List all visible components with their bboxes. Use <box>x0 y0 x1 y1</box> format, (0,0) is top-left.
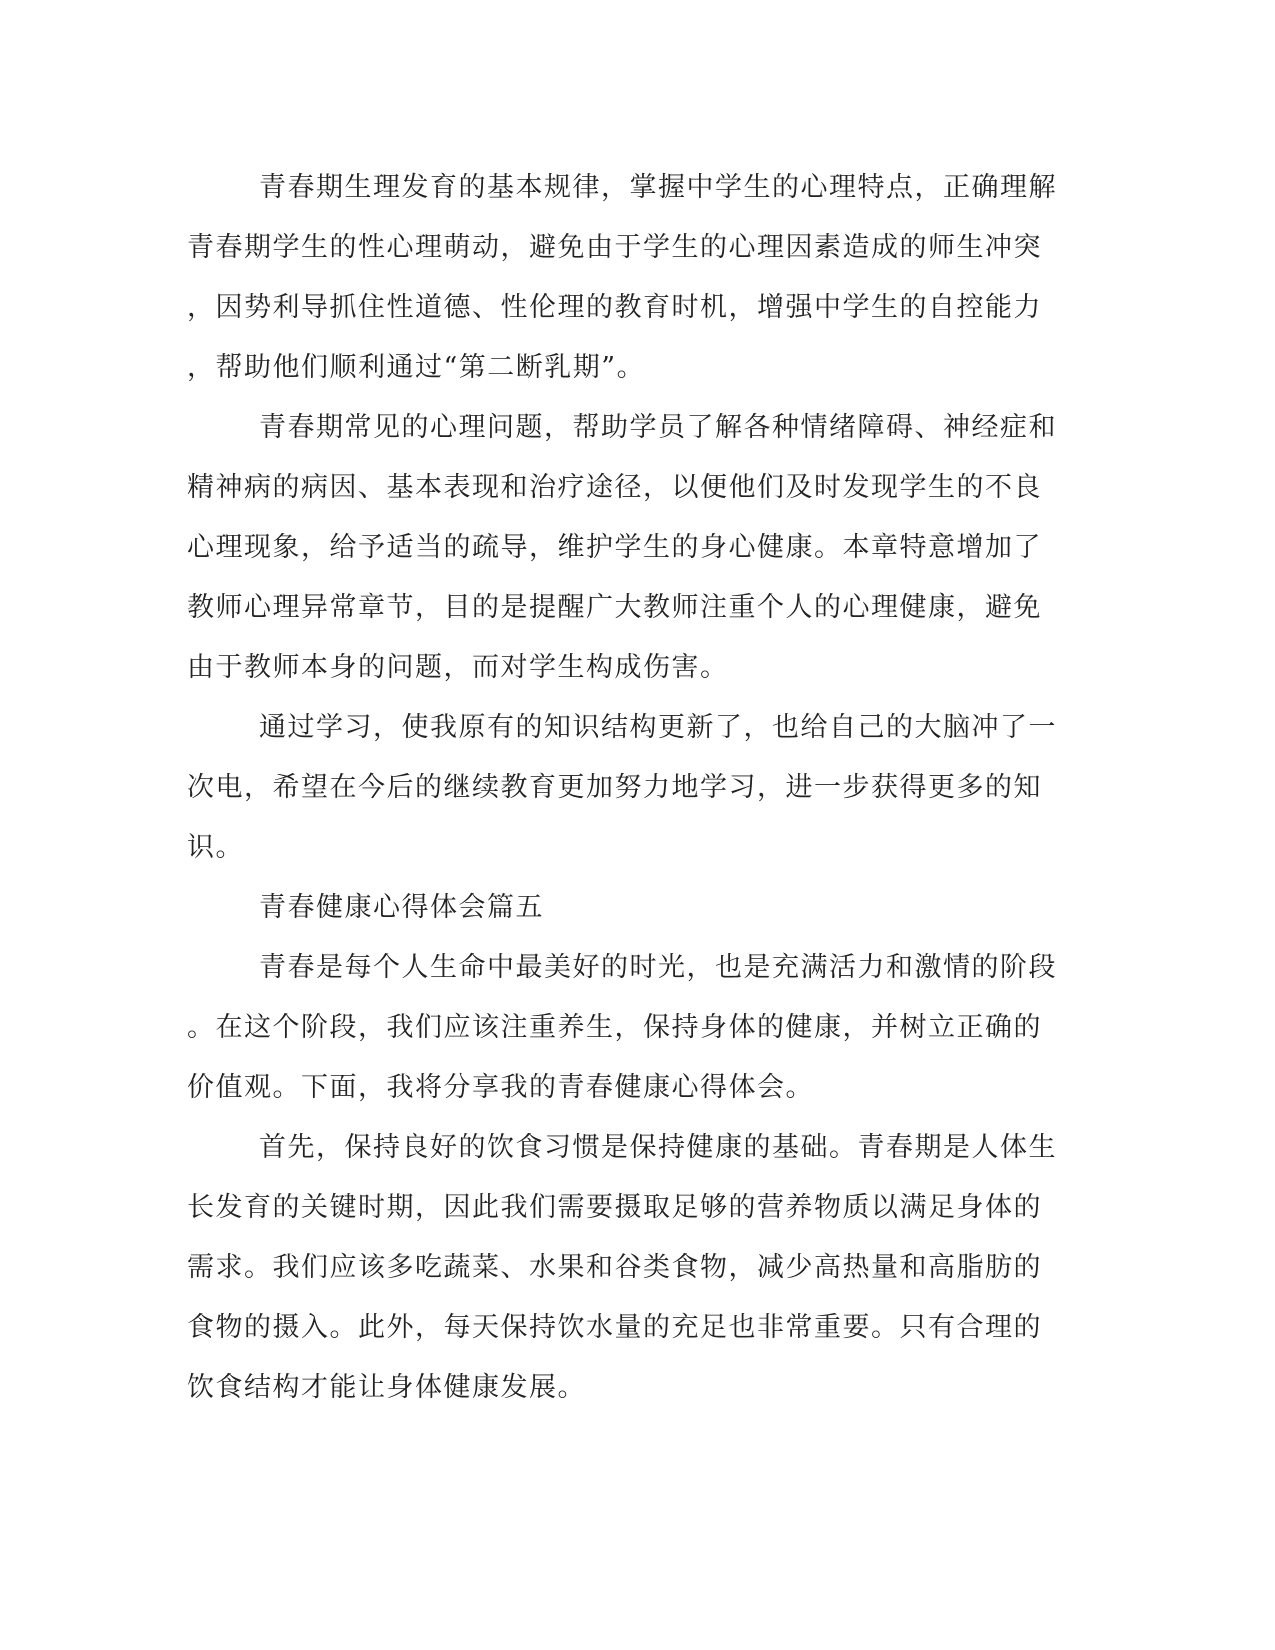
text-line: 食物的摄入。此外，每天保持饮水量的充足也非常重要。只有合理的 <box>187 1312 1042 1343</box>
paragraph-3 <box>187 698 1087 878</box>
text-line: 心理现象，给予适当的疏导，维护学生的身心健康。本章特意增加了 <box>187 532 1042 563</box>
text-line: 。在这个阶段，我们应该注重养生，保持身体的健康，并树立正确的 <box>187 1012 1042 1043</box>
paragraph-5 <box>187 1118 1087 1418</box>
text-line: 青春期生理发育的基本规律，掌握中学生的心理特点，正确理解 <box>259 172 1057 203</box>
text-line: 教师心理异常章节，目的是提醒广大教师注重个人的心理健康，避免 <box>187 592 1042 623</box>
text-line: 需求。我们应该多吃蔬菜、水果和谷类食物，减少高热量和高脂肪的 <box>187 1252 1042 1283</box>
section-heading-block <box>187 878 1087 938</box>
text-line: ，因势利导抓住性道德、性伦理的教育时机，增强中学生的自控能力 <box>187 292 1042 323</box>
text-line: 青春期学生的性心理萌动，避免由于学生的心理因素造成的师生冲突 <box>187 232 1042 263</box>
text-line: 次电，希望在今后的继续教育更加努力地学习，进一步获得更多的知 <box>187 772 1042 803</box>
paragraph-4 <box>187 938 1087 1118</box>
section-heading: 青春健康心得体会篇五 <box>259 892 544 923</box>
text-line: 青春是每个人生命中最美好的时光，也是充满活力和激情的阶段 <box>259 952 1057 983</box>
text-line: 通过学习，使我原有的知识结构更新了，也给自己的大脑冲了一 <box>259 712 1057 743</box>
text-line: 由于教师本身的问题，而对学生构成伤害。 <box>187 652 729 683</box>
paragraph-2 <box>187 398 1087 698</box>
text-line: 长发育的关键时期，因此我们需要摄取足够的营养物质以满足身体的 <box>187 1192 1042 1223</box>
paragraph-1 <box>187 158 1087 398</box>
text-line: 饮食结构才能让身体健康发展。 <box>187 1372 586 1403</box>
text-line: 识。 <box>187 832 244 863</box>
document-body <box>187 158 1087 1418</box>
text-line: ，帮助他们顺利通过“第二断乳期”。 <box>187 352 646 383</box>
text-line: 青春期常见的心理问题，帮助学员了解各种情绪障碍、神经症和 <box>259 412 1057 443</box>
text-line: 精神病的病因、基本表现和治疗途径，以便他们及时发现学生的不良 <box>187 472 1042 503</box>
text-line: 价值观。下面，我将分享我的青春健康心得体会。 <box>187 1072 814 1103</box>
text-line: 首先，保持良好的饮食习惯是保持健康的基础。青春期是人体生 <box>259 1132 1057 1163</box>
